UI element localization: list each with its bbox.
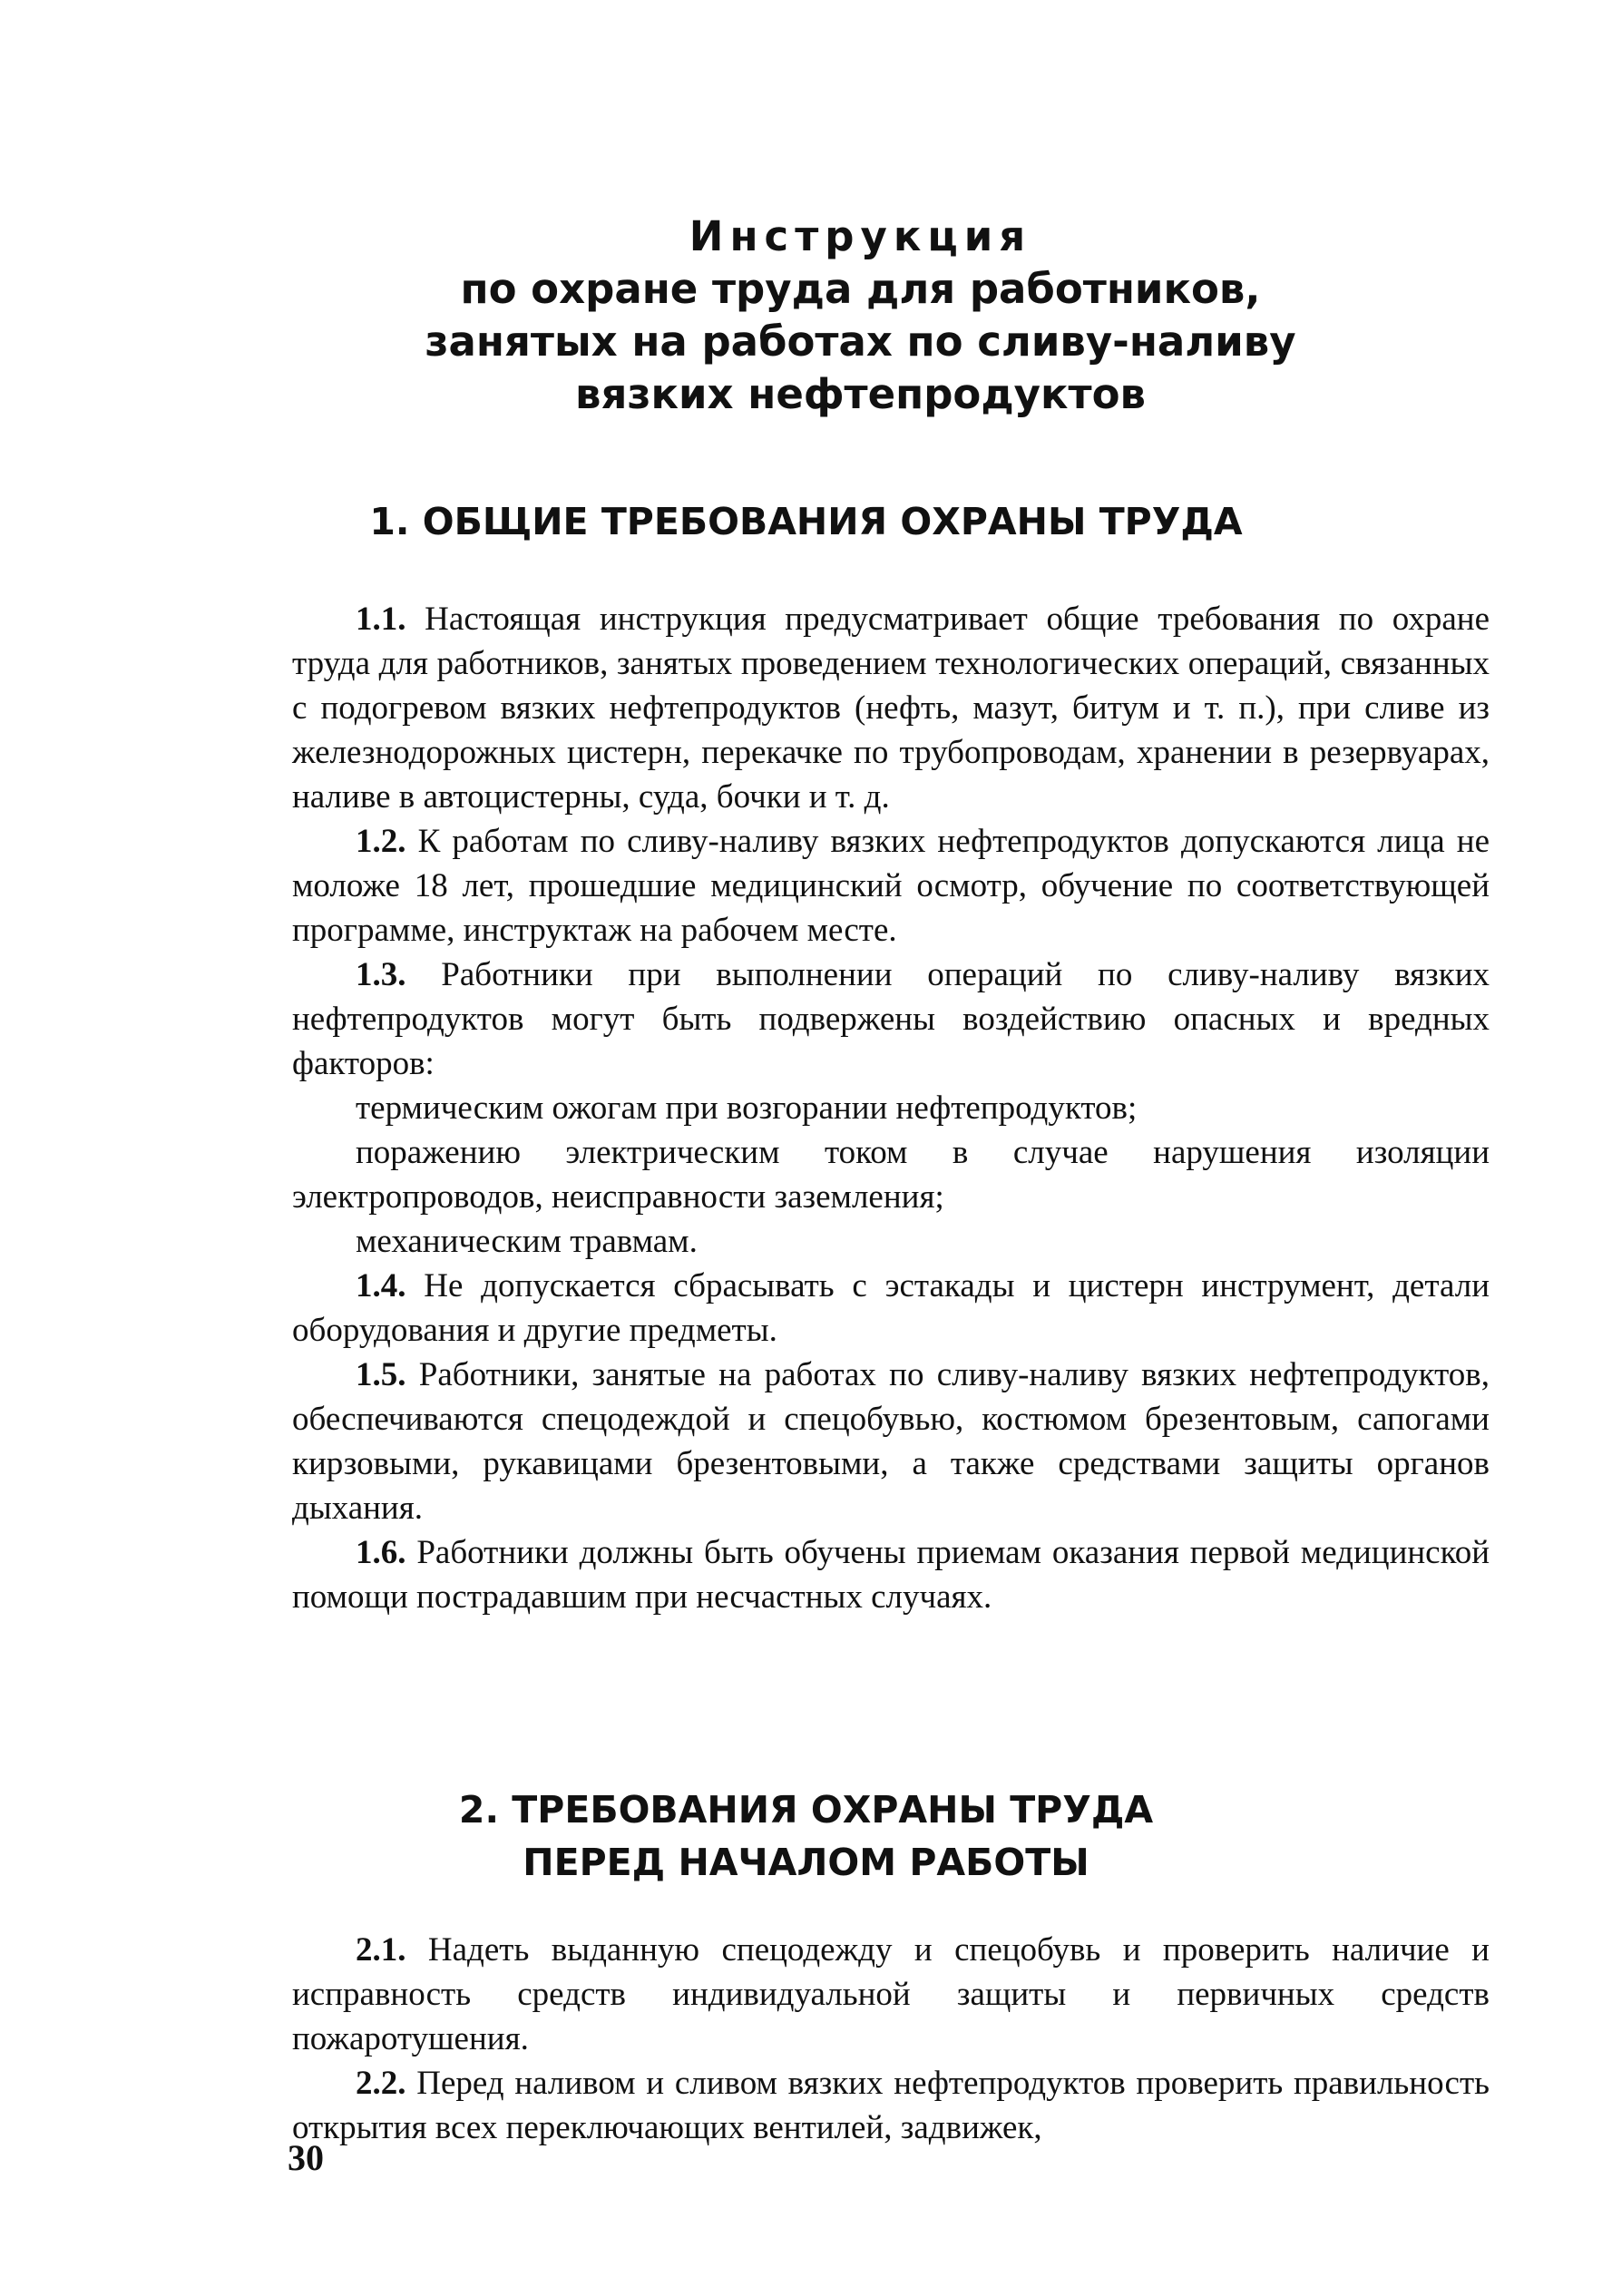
paragraph-1-2 xyxy=(292,819,1490,953)
section-2-heading-line-1: 2. ТРЕБОВАНИЯ ОХРАНЫ ТРУДА xyxy=(458,1788,1154,1832)
title-line-4: вязких нефтепродуктов xyxy=(574,370,1147,418)
hazard-item-mechanical xyxy=(292,1219,1490,1264)
paragraph-text: Работники, занятые на работах по сливу-наливу вязких нефтепродуктов, обеспечиваются спецодеждой и спецобувью, костюмом брезентовым, сапогами кирзовыми, рукавицами брезентовыми, а также средствами защиты органов дыхания. xyxy=(292,1356,1490,1527)
title-main: Инструкция xyxy=(689,212,1032,260)
paragraph-number: 1.4. xyxy=(356,1267,406,1304)
paragraph-number: 1.6. xyxy=(356,1534,406,1571)
paragraph-text: механическим травмам. xyxy=(356,1223,698,1260)
paragraph-2-2 xyxy=(292,2061,1490,2150)
paragraph-number: 2.2. xyxy=(356,2065,406,2102)
section-2-body xyxy=(292,1928,1490,2150)
paragraph-number: 1.3. xyxy=(356,956,406,993)
paragraph-text: Работники должны быть обучены приемам оказания первой медицинской помощи пострадавшим при несчастных случаях. xyxy=(292,1534,1490,1616)
document-title xyxy=(0,210,1612,421)
paragraph-text: поражению электрическим током в случае нарушения изоляции электропроводов, неисправности заземления; xyxy=(292,1134,1490,1216)
paragraph-1-3 xyxy=(292,953,1490,1086)
paragraph-2-1 xyxy=(292,1928,1490,2061)
paragraph-number: 2.1. xyxy=(356,1931,406,1969)
section-1-body xyxy=(292,597,1490,1619)
paragraph-text: Не допускается сбрасывать с эстакады и цистерн инструмент, детали оборудования и другие предметы. xyxy=(292,1267,1490,1349)
paragraph-text: Перед наливом и сливом вязких нефтепродуктов проверить правильность открытия всех переключающих вентилей, задвижек, xyxy=(292,2065,1490,2146)
paragraph-text: Настоящая инструкция предусматривает общие требования по охране труда для работников, занятых проведением технологических операций, связанных с подогревом вязких нефтепродуктов (нефть, мазут, битум и т. п.), при сливе из железнодорожных цистерн, перекачке по трубопроводам, хранении в резервуарах, наливе в автоцистерны, суда, бочки и т. д. xyxy=(292,601,1490,816)
hazard-item-electric xyxy=(292,1130,1490,1219)
section-2-heading-line-2: ПЕРЕД НАЧАЛОМ РАБОТЫ xyxy=(523,1841,1089,1884)
section-1-heading: 1. ОБЩИЕ ТРЕБОВАНИЯ ОХРАНЫ ТРУДА xyxy=(369,500,1243,543)
page-number: 30 xyxy=(288,2137,324,2178)
paragraph-text: К работам по сливу-наливу вязких нефтепродуктов допускаются лица не моложе 18 лет, прошедшие медицинский осмотр, обучение по соответствующей программе, инструктаж на рабочем месте. xyxy=(292,823,1490,949)
paragraph-1-6 xyxy=(292,1530,1490,1619)
paragraph-text: термическим ожогам при возгорании нефтепродуктов; xyxy=(356,1089,1138,1127)
section-2-heading xyxy=(0,1783,1612,1889)
paragraph-text: Работники при выполнении операций по сливу-наливу вязких нефтепродуктов могут быть подвержены воздействию опасных и вредных факторов: xyxy=(292,956,1490,1082)
paragraph-1-4 xyxy=(292,1264,1490,1353)
paragraph-1-5 xyxy=(292,1353,1490,1530)
title-line-2: по охране труда для работников, xyxy=(460,265,1261,313)
paragraph-text: Надеть выданную спецодежду и спецобувь и проверить наличие и исправность средств индивидуальной защиты и первичных средств пожаротушения. xyxy=(292,1931,1490,2057)
paragraph-number: 1.5. xyxy=(356,1356,406,1393)
paragraph-number: 1.2. xyxy=(356,823,406,860)
hazard-item-burns xyxy=(292,1086,1490,1130)
paragraph-number: 1.1. xyxy=(356,601,406,638)
paragraph-1-1 xyxy=(292,597,1490,819)
title-line-3: занятых на работах по сливу-наливу xyxy=(425,318,1296,366)
